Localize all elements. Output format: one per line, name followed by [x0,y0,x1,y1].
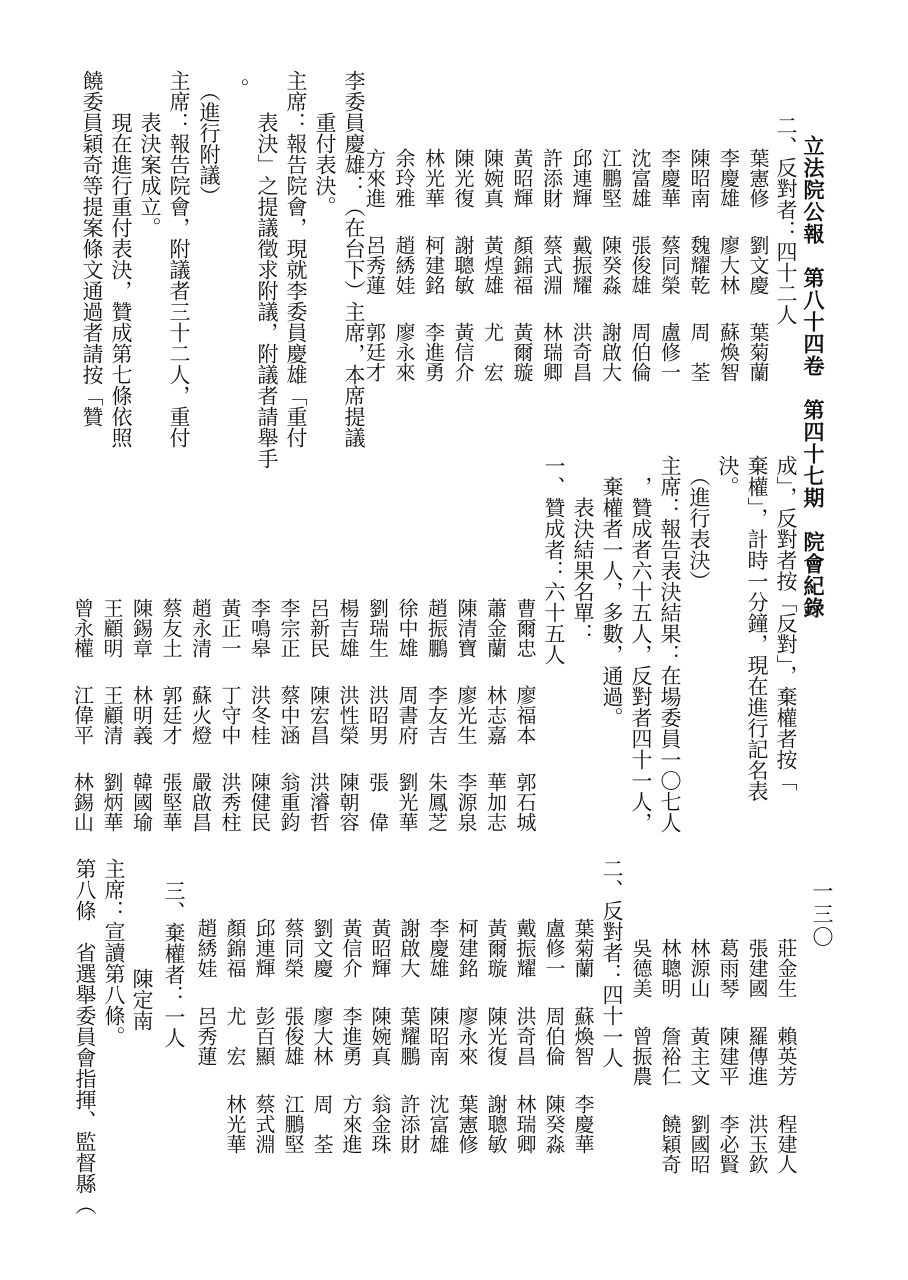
name-entry: 李必賢 [716,1114,740,1174]
opposed-heading-41: 二、反對者：四十一人 [600,858,624,1068]
name-entry: 曾振農 [629,1026,653,1086]
vote-col-4: （進行表決） [687,455,711,592]
name-entry: 周伯倫 [628,322,652,382]
name-entry: 彭百顯 [252,1006,276,1066]
name-entry: 李慶華 [571,1094,595,1154]
name-entry: 劉炳華 [100,772,124,832]
name-entry: 蔡友土 [159,598,183,658]
name-entry: 蘇火燈 [188,685,213,745]
name-entry: 葉菊蘭 [746,322,770,382]
motion-col-4: 主席：報告院會，附議者三十二人，重付 [167,70,191,448]
approve-heading-65: 一、贊成者：六十五人 [542,455,566,665]
name-entry: 劉文慶 [310,918,334,978]
name-entry: 方來進 [362,148,387,208]
name-entry: 翁金珠 [368,1094,392,1154]
name-entry: 林瑞卿 [513,1094,537,1154]
name-entry: 呂秀蓮 [194,1006,218,1066]
name-entry: 陳清寶 [454,598,478,658]
name-entry: 蕭金蘭 [483,598,508,658]
name-entry: 蔡中涵 [277,685,301,745]
name-entry: 韓國瑜 [129,772,154,832]
name-entry: 陳婉真 [480,148,505,208]
motion-col-10: 李委員慶雄：（在台下）主席，本席提議 [342,70,366,448]
name-entry: 周伯倫 [542,1006,566,1066]
name-entry: 張 偉 [365,772,390,832]
page-number: 一三〇 [810,880,834,949]
name-entry: 江鵬堅 [598,148,623,208]
vote-col-6: ，贊成者六十五人，反對者四十一人， [629,455,653,833]
name-entry: 趙綉娃 [194,918,218,978]
name-entry: 葉憲修 [746,148,770,208]
motion-col-2: 現在進行重付表決，贊成第七條依照 [109,70,133,448]
name-entry: 呂新民 [306,598,331,658]
name-entry: 郭石城 [513,772,537,832]
motion-col-8: 主席：報告院會，現就李委員慶雄「重付 [284,70,308,448]
name-entry: 丁守中 [218,685,242,745]
name-entry: 陳建平 [716,1026,740,1086]
name-entry: 林源山 [687,938,711,998]
motion-col-9: 重付表決。 [313,70,337,217]
name-entry: 郭廷才 [362,322,387,382]
name-entry: 江偉平 [70,685,95,745]
name-entry: 陳癸淼 [598,235,623,295]
name-entry: 蔡式淵 [252,1094,276,1154]
name-entry: 顏錦福 [223,918,247,978]
name-entry: 黃煌雄 [480,235,505,295]
name-entry: 謝啟大 [397,918,421,978]
name-entry: 廖大林 [310,1006,334,1066]
name-entry: 林光華 [223,1094,247,1154]
name-entry: 嚴啟昌 [188,772,213,832]
name-entry: 周 荃 [687,322,711,382]
name-entry: 許添財 [397,1094,421,1154]
name-entry: 張堅華 [159,772,183,832]
name-entry: 劉國昭 [687,1114,711,1174]
motion-col-3: 表決案成立。 [138,70,162,238]
name-entry: 李進勇 [421,322,446,382]
name-entry: 魏耀乾 [687,235,711,295]
name-entry: 方來進 [339,1094,363,1154]
name-entry: 洪濬哲 [306,772,331,832]
name-entry: 陳昭南 [426,1006,450,1066]
name-entry: 李友吉 [424,685,449,745]
vote-col-5: 主席：報告表決結果：在場委員一〇七人 [658,455,682,833]
name-entry: 朱鳳芝 [424,772,449,832]
name-entry: 曾永權 [70,598,95,658]
name-entry: 陳光復 [451,148,475,208]
motion-col-7: 表決」之提議徵求附議，附議者請舉手 [255,70,279,469]
name-entry: 黃正一 [218,598,242,658]
name-entry: 華加志 [483,772,508,832]
name-entry: 王顧清 [100,685,124,745]
abstain-heading: 三、棄權者：一人 [162,880,186,1048]
name-entry: 林瑞卿 [539,322,564,382]
name-entry: 顏錦福 [510,235,534,295]
name-entry: 葉菊蘭 [571,918,595,978]
vote-col-3: 決。 [716,455,740,497]
name-entry: 羅傳進 [745,1026,769,1086]
name-entry: 林志嘉 [483,685,508,745]
name-entry: 陳光復 [484,1006,508,1066]
name-entry: 林光華 [421,148,446,208]
vote-col-7: 棄權者一人，多數，通過。 [600,455,624,728]
name-entry: 徐中雄 [395,598,419,658]
name-entry: 余玲雅 [392,148,416,208]
name-entry: 邱連輝 [569,148,593,208]
name-entry: 周書府 [395,685,419,745]
name-entry: 廖大林 [716,235,741,295]
name-entry: 林明義 [129,685,154,745]
name-entry: 蔡式淵 [539,235,564,295]
gazette-header-title: 立法院公報 第八十四卷 第四十七期 院會紀錄 [801,135,826,619]
name-entry: 劉光華 [395,772,419,832]
name-entry: 李源泉 [454,772,478,832]
name-entry: 呂秀蓮 [362,235,387,295]
name-entry: 趙振鵬 [424,598,449,658]
name-entry: 廖永來 [455,1006,479,1066]
name-entry: 陳朝容 [336,772,360,832]
name-entry: 賴英芳 [774,1026,798,1086]
name-entry: 江鵬堅 [281,1094,305,1154]
name-entry: 陳昭南 [687,148,711,208]
name-entry: 陳錫章 [129,598,154,658]
name-entry: 蔡同榮 [281,918,305,978]
name-entry: 柯建銘 [455,918,479,978]
name-entry: 蔡同榮 [657,235,682,295]
name-entry: 黃主文 [687,1026,711,1086]
name-entry: 程建人 [774,1114,798,1174]
name-entry: 李進勇 [339,1006,363,1066]
name-entry: 黃爾璇 [510,322,534,382]
name-entry: 陳癸淼 [542,1094,566,1154]
name-entry: 周 荃 [310,1094,334,1154]
motion-col-6: 。 [226,78,250,99]
name-entry: 戴振耀 [569,235,593,295]
name-entry: 饒穎奇 [658,1114,682,1174]
name-entry: 葛雨琴 [716,938,740,998]
name-entry: 謝啟大 [598,322,623,382]
name-entry: 趙綉娃 [392,235,416,295]
opposed-heading-42: 二、反對者：四十二人 [774,115,798,325]
name-entry: 謝聰敏 [484,1094,508,1154]
name-entry: 廖光生 [454,685,478,745]
name-entry: 葉憲修 [455,1094,479,1154]
name-entry: 黃信介 [339,918,363,978]
motion-col-5: （進行附議） [197,70,221,207]
name-entry: 吳德美 [629,938,653,998]
name-entry: 詹裕仁 [658,1026,682,1086]
name-entry: 莊金生 [774,938,798,998]
name-entry: 戴振耀 [513,918,537,978]
motion-col-1: 饒委員穎奇等提案條文通過者請按「贊 [80,70,104,427]
name-entry: 曹爾忠 [513,598,537,658]
name-entry: 李宗正 [277,598,301,658]
name-entry: 張建國 [745,938,769,998]
name-entry: 翁重鈞 [277,772,301,832]
name-entry: 洪昭男 [365,685,390,745]
name-entry: 趙永清 [188,598,213,658]
abstain-name: 陳定南 [130,968,154,1031]
name-entry: 陳健民 [247,772,272,832]
name-entry: 陳宏昌 [306,685,331,745]
name-entry: 李慶華 [657,148,682,208]
name-entry: 尤 宏 [223,1006,247,1066]
name-entry: 李慶雄 [426,918,450,978]
name-entry: 李慶雄 [716,148,741,208]
name-entry: 黃信介 [451,322,475,382]
name-entry: 沈富雄 [628,148,652,208]
name-entry: 王顧明 [100,598,124,658]
name-entry: 楊吉雄 [336,598,360,658]
vote-col-1: 成」，反對者按「反對」，棄權者按「 [774,455,798,791]
name-entry: 廖永來 [392,322,416,382]
name-entry: 洪性榮 [336,685,360,745]
name-entry: 洪秀柱 [218,772,242,832]
name-entry: 郭廷才 [159,685,183,745]
name-entry: 黃昭輝 [368,918,392,978]
name-entry: 陳婉真 [368,1006,392,1066]
name-entry: 盧修一 [542,918,566,978]
name-entry: 蘇煥智 [571,1006,595,1066]
name-entry: 劉文慶 [746,235,770,295]
name-entry: 劉瑞生 [365,598,390,658]
name-entry: 邱連輝 [252,918,276,978]
name-entry: 許添財 [539,148,564,208]
name-entry: 李鳴皋 [247,598,272,658]
name-entry: 洪奇昌 [513,1006,537,1066]
article-8-text: 第八條 省選舉委員會指揮、監督縣（ [73,858,97,1215]
chair-read-article-8: 主席：宣讀第八條。 [102,858,126,1047]
name-entry: 林聰明 [658,938,682,998]
name-entry: 洪奇昌 [569,322,593,382]
vote-col-2: 棄權」，計時一分鐘，現在進行記名表 [745,455,769,802]
name-entry: 張俊雄 [628,235,652,295]
name-entry: 黃昭輝 [510,148,534,208]
name-entry: 洪冬桂 [247,685,272,745]
name-entry: 廖福本 [513,685,537,745]
name-entry: 張俊雄 [281,1006,305,1066]
name-entry: 葉耀鵬 [397,1006,421,1066]
name-entry: 沈富雄 [426,1094,450,1154]
name-entry: 蘇煥智 [716,322,741,382]
name-entry: 尤 宏 [480,322,505,382]
name-entry: 柯建銘 [421,235,446,295]
name-entry: 謝聰敏 [451,235,475,295]
name-entry: 林錫山 [70,772,95,832]
vote-col-8: 表決結果名單： [571,455,595,644]
name-entry: 洪玉欽 [745,1114,769,1174]
name-entry: 黃爾璇 [484,918,508,978]
name-entry: 盧修一 [657,322,682,382]
